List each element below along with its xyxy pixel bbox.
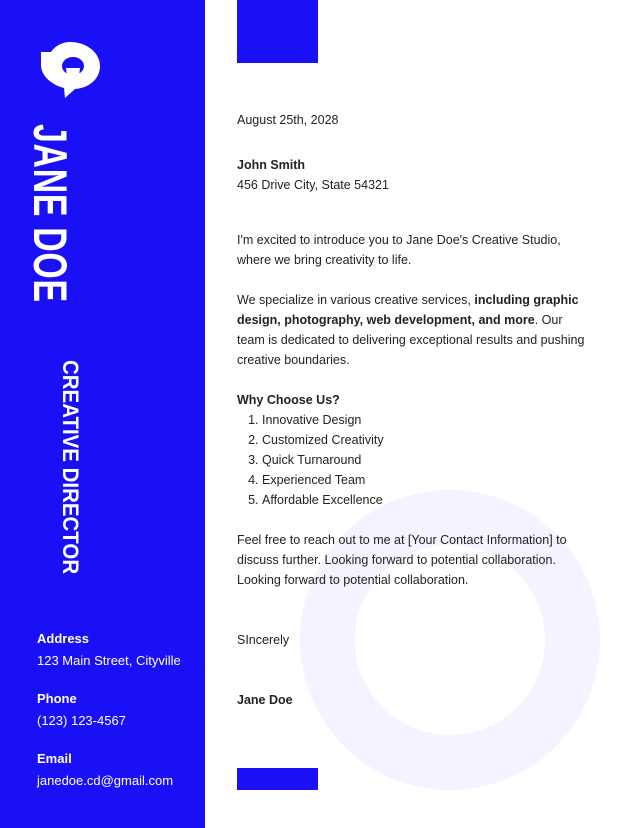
phone-value: (123) 123-4567 [37,713,126,728]
signature: Jane Doe [237,693,293,707]
phone-block [37,691,126,728]
services-suffix: . Our team is dedicated to delivering exceptional results and pushing creative boundaries. [237,313,585,367]
email-block [37,751,173,788]
speech-bubble-logo-icon [37,38,103,98]
list-item: 4. Experienced Team [262,470,587,490]
letter-body [237,110,587,710]
services-prefix: We specialize in various creative services, [237,293,475,307]
address-label: Address [37,631,90,646]
signoff: SIncerely [237,633,290,647]
owner-title: CREATIVE DIRECTOR [58,360,83,575]
list-item: 5. Affordable Excellence [262,490,587,510]
list-item: 1. Innovative Design [262,410,587,430]
address-block [37,631,181,668]
address-value: 123 Main Street, Cityville [37,653,181,668]
bottom-accent-bar [237,768,318,790]
email-label: Email [37,751,72,766]
letter-date: August 25th, 2028 [237,113,339,127]
services-paragraph [237,290,587,370]
list-item: 2. Customized Creativity [262,430,587,450]
sidebar [0,0,205,828]
email-value: janedoe.cd@gmail.com [37,773,174,788]
intro-paragraph: I'm excited to introduce you to Jane Doe's Creative Studio, where we bring creativity to life. [237,233,561,267]
reasons-list [237,410,587,510]
phone-label: Phone [37,691,77,706]
top-accent-bar [237,0,318,63]
closing-paragraph: Feel free to reach out to me at [Your Contact Information] to discuss further. Looking forward to potential collaboration. Looking forward to potential collaboration. [237,533,567,587]
owner-name: JANE DOE [24,124,77,303]
list-item: 3. Quick Turnaround [262,450,587,470]
services-highlight: including graphic design, photography, web development, and more [237,293,579,327]
recipient-name: John Smith [237,158,306,172]
why-heading: Why Choose Us? [237,393,340,407]
recipient-address: 456 Drive City, State 54321 [237,178,389,192]
